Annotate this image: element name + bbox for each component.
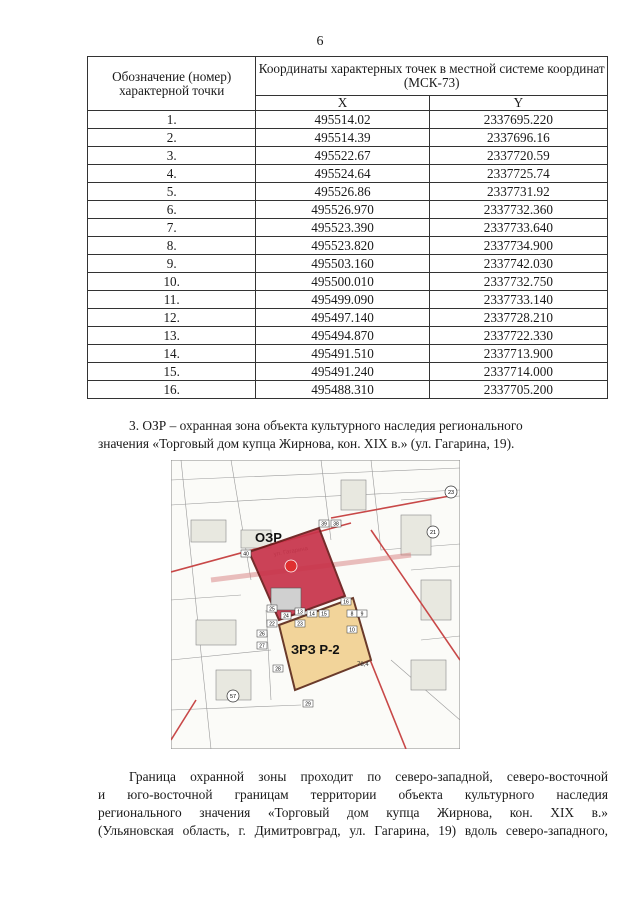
plot-number-marker xyxy=(427,526,439,538)
point-tag-label: 28 xyxy=(275,666,281,673)
point-number-cell: 6. xyxy=(88,201,256,219)
point-tag-label: 14 xyxy=(309,611,315,618)
header-x: X xyxy=(256,96,429,111)
point-tag-label: 15 xyxy=(321,611,327,618)
table-row xyxy=(88,255,608,273)
point-tag xyxy=(257,642,267,650)
table-row xyxy=(88,237,608,255)
y-coordinate-cell: 2337733.140 xyxy=(429,291,607,309)
coordinates-table xyxy=(87,56,608,399)
point-tag xyxy=(307,610,317,618)
point-tag-label: 26 xyxy=(259,631,265,638)
header-point-designation: Обозначение (номер) характерной точки xyxy=(88,57,256,111)
ozr-label: ОЗР xyxy=(255,530,282,545)
point-tag-label: 39 xyxy=(321,521,327,528)
x-coordinate-cell: 495522.67 xyxy=(256,147,429,165)
point-number-cell: 8. xyxy=(88,237,256,255)
y-coordinate-cell: 2337742.030 xyxy=(429,255,607,273)
point-tag xyxy=(357,610,367,618)
y-coordinate-cell: 2337725.74 xyxy=(429,165,607,183)
table-row xyxy=(88,201,608,219)
plot-number-label: 21 xyxy=(429,530,437,536)
point-tag xyxy=(295,620,305,628)
point-number-cell: 14. xyxy=(88,345,256,363)
point-number-cell: 11. xyxy=(88,291,256,309)
x-coordinate-cell: 495494.870 xyxy=(256,327,429,345)
y-coordinate-cell: 2337705.200 xyxy=(429,381,607,399)
x-coordinate-cell: 495514.02 xyxy=(256,111,429,129)
table-row xyxy=(88,345,608,363)
point-number-cell: 7. xyxy=(88,219,256,237)
point-number-cell: 5. xyxy=(88,183,256,201)
table-row xyxy=(88,165,608,183)
table-row xyxy=(88,273,608,291)
point-number-cell: 4. xyxy=(88,165,256,183)
table-row xyxy=(88,129,608,147)
point-number-cell: 3. xyxy=(88,147,256,165)
table-body xyxy=(88,111,608,399)
point-tag-label: 38 xyxy=(333,521,339,528)
paragraph-line: регионального значения «Торговый дом купца Жирнова, кон. XIX в.» xyxy=(98,805,608,820)
point-tag xyxy=(273,665,283,673)
x-coordinate-cell: 495497.140 xyxy=(256,309,429,327)
table-row xyxy=(88,381,608,399)
y-coordinate-cell: 2337732.360 xyxy=(429,201,607,219)
x-coordinate-cell: 495500.010 xyxy=(256,273,429,291)
paragraph-line: Граница охранной зоны проходит по северо-западной, северо-восточной xyxy=(129,769,608,784)
x-coordinate-cell: 495526.86 xyxy=(256,183,429,201)
y-coordinate-cell: 2337722.330 xyxy=(429,327,607,345)
point-tag xyxy=(319,610,329,618)
point-tag xyxy=(331,520,341,528)
table-row xyxy=(88,363,608,381)
table-row xyxy=(88,219,608,237)
paragraph-line: 3. ОЗР – охранная зона объекта культурного наследия регионального xyxy=(129,418,523,433)
header-y: Y xyxy=(429,96,607,111)
y-coordinate-cell: 2337731.92 xyxy=(429,183,607,201)
point-number-cell: 9. xyxy=(88,255,256,273)
plot-number-marker xyxy=(227,690,239,702)
y-coordinate-cell: 2337696.16 xyxy=(429,129,607,147)
point-tag-label: 29 xyxy=(305,701,311,708)
x-coordinate-cell: 495524.64 xyxy=(256,165,429,183)
point-tag xyxy=(303,700,313,708)
ozr-center-marker xyxy=(285,560,297,572)
point-tag-label: 8 xyxy=(350,611,354,618)
plot-number-label: 23 xyxy=(447,490,455,496)
y-coordinate-cell: 2337714.000 xyxy=(429,363,607,381)
x-coordinate-cell: 495526.970 xyxy=(256,201,429,219)
x-coordinate-cell: 495523.820 xyxy=(256,237,429,255)
x-coordinate-cell: 495491.240 xyxy=(256,363,429,381)
point-tag-label: 25 xyxy=(269,606,275,613)
paragraph-line: (Ульяновская область, г. Димитровград, ул. Гагарина, 19) вдоль северо-западного, xyxy=(98,823,608,838)
table-row xyxy=(88,309,608,327)
y-coordinate-cell: 2337734.900 xyxy=(429,237,607,255)
header-coordinates: Координаты характерных точек в местной системе координат (МСК-73) xyxy=(256,57,608,96)
point-number-cell: 12. xyxy=(88,309,256,327)
x-coordinate-cell: 495499.090 xyxy=(256,291,429,309)
point-number-cell: 1. xyxy=(88,111,256,129)
y-coordinate-cell: 2337728.210 xyxy=(429,309,607,327)
area-label: 78,4 xyxy=(357,662,369,668)
point-number-cell: 16. xyxy=(88,381,256,399)
y-coordinate-cell: 2337732.750 xyxy=(429,273,607,291)
page-number: 6 xyxy=(316,34,324,49)
table-row xyxy=(88,147,608,165)
point-tag xyxy=(267,605,277,613)
table-row xyxy=(88,327,608,345)
point-number-cell: 10. xyxy=(88,273,256,291)
y-coordinate-cell: 2337733.640 xyxy=(429,219,607,237)
point-tag xyxy=(319,520,329,528)
point-tag-label: 13 xyxy=(297,609,303,616)
point-tag-label: 9 xyxy=(360,611,364,618)
point-tag xyxy=(281,612,291,620)
x-coordinate-cell: 495488.310 xyxy=(256,381,429,399)
y-coordinate-cell: 2337713.900 xyxy=(429,345,607,363)
x-coordinate-cell: 495523.390 xyxy=(256,219,429,237)
x-coordinate-cell: 495503.160 xyxy=(256,255,429,273)
y-coordinate-cell: 2337695.220 xyxy=(429,111,607,129)
plot-number-marker xyxy=(445,486,457,498)
section-3-paragraph xyxy=(98,417,608,453)
point-tag-label: 10 xyxy=(349,627,355,634)
paragraph-line: значения «Торговый дом купца Жирнова, кон. XIX в.» (ул. Гагарина, 19). xyxy=(98,436,515,451)
point-tag-label: 40 xyxy=(243,551,249,558)
point-tag xyxy=(347,626,357,634)
x-coordinate-cell: 495491.510 xyxy=(256,345,429,363)
x-coordinate-cell: 495514.39 xyxy=(256,129,429,147)
point-number-cell: 2. xyxy=(88,129,256,147)
point-tag-label: 27 xyxy=(259,643,265,650)
point-tag-label: 23 xyxy=(297,621,303,628)
point-tag xyxy=(341,598,351,606)
point-number-cell: 13. xyxy=(88,327,256,345)
zone-map xyxy=(171,460,460,749)
table-row xyxy=(88,291,608,309)
table-row xyxy=(88,111,608,129)
point-tag xyxy=(241,550,251,558)
y-coordinate-cell: 2337720.59 xyxy=(429,147,607,165)
zrz-label: ЗРЗ Р-2 xyxy=(291,642,340,657)
paragraph-line: и юго-восточной границам территории объекта культурного наследия xyxy=(98,787,608,802)
plot-number-label: 57 xyxy=(229,694,237,700)
table-row xyxy=(88,183,608,201)
point-tag-label: 24 xyxy=(283,613,289,620)
point-tag xyxy=(257,630,267,638)
point-tag-label: 16 xyxy=(343,599,349,606)
point-tag xyxy=(347,610,357,618)
point-tag-label: 22 xyxy=(269,621,275,628)
point-tag xyxy=(267,620,277,628)
boundary-description-paragraph xyxy=(98,768,608,840)
point-number-cell: 15. xyxy=(88,363,256,381)
point-tag xyxy=(295,608,305,616)
